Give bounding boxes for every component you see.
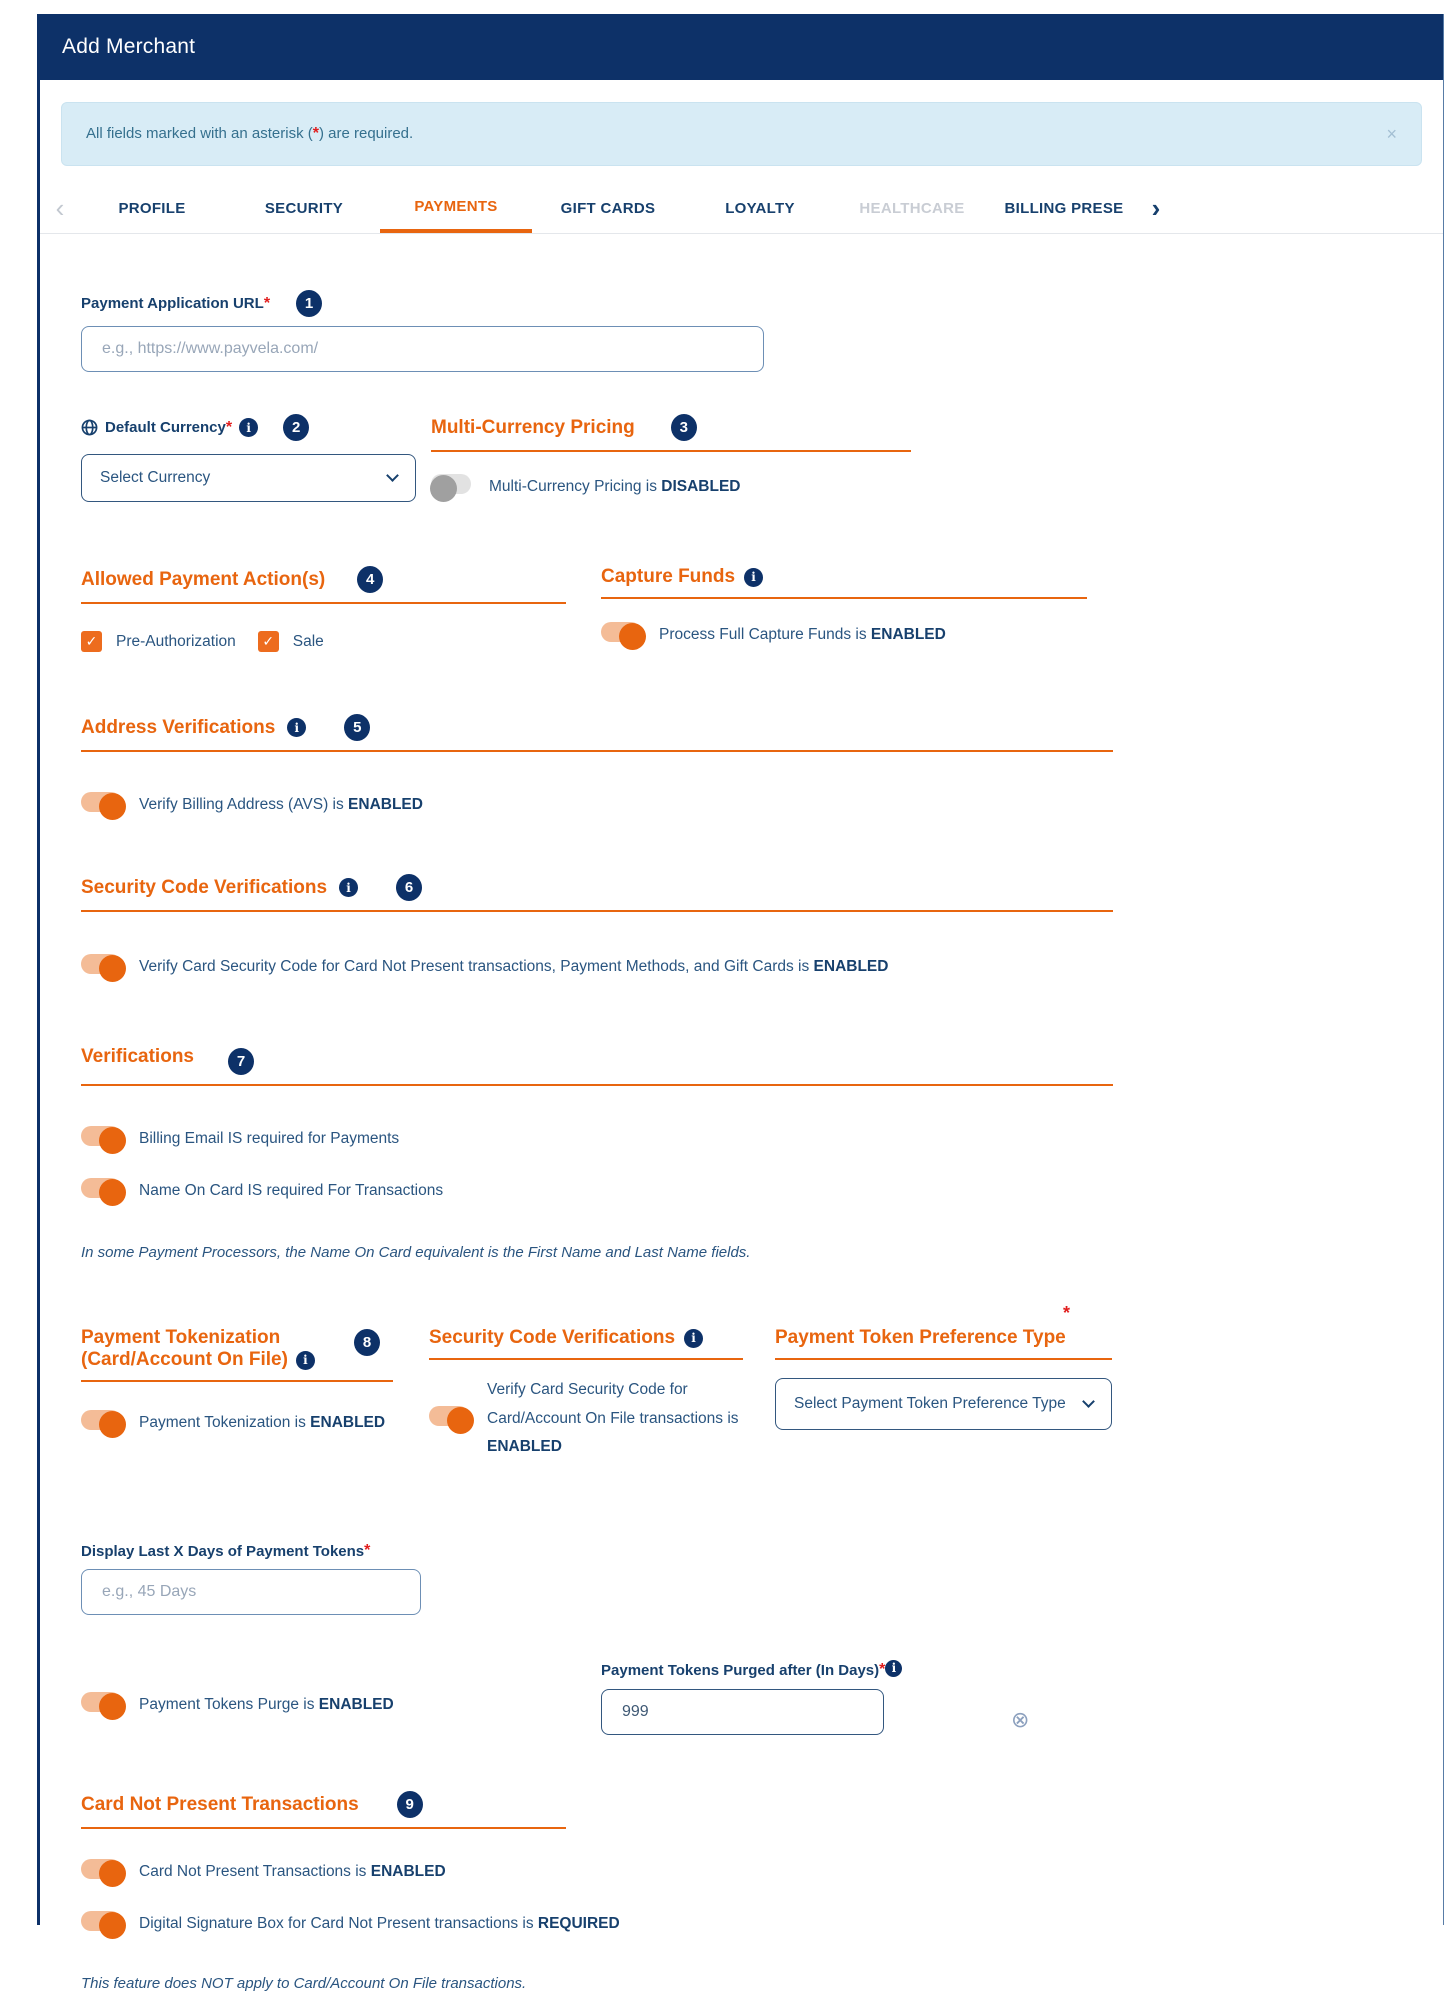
step-badge-7: 7 xyxy=(228,1048,254,1075)
name-on-card-toggle-row xyxy=(81,1176,1115,1206)
info-icon[interactable]: i xyxy=(744,568,763,587)
capture-funds-heading-row xyxy=(601,566,1088,588)
toggle-knob xyxy=(99,1411,126,1438)
page-title: Add Merchant xyxy=(62,35,196,58)
toggle-knob xyxy=(447,1407,474,1434)
chevron-left-icon[interactable]: ‹ xyxy=(55,193,65,223)
cnp-toggle[interactable] xyxy=(81,1857,125,1887)
tab-gift-cards[interactable]: GIFT CARDS xyxy=(560,200,656,217)
required-asterisk: * xyxy=(263,294,271,312)
multi-currency-status: Multi-Currency Pricing is DISABLED xyxy=(489,478,741,495)
asterisk-mark: * xyxy=(312,125,319,142)
display-last-days-label: Display Last X Days of Payment Tokens * xyxy=(81,1542,371,1560)
panel-header xyxy=(40,14,1443,80)
billing-email-toggle[interactable] xyxy=(81,1124,125,1154)
multi-currency-heading-row xyxy=(431,414,913,441)
verifications-note: In some Payment Processors, the Name On Card equivalent is the First Name and Last Name fields. xyxy=(81,1244,751,1261)
tokens-purge-row xyxy=(81,1661,1115,1735)
toggle-knob xyxy=(99,1179,126,1206)
address-verifications-section xyxy=(81,714,1115,820)
info-icon[interactable]: i xyxy=(296,1351,315,1370)
token-preference-block xyxy=(775,1303,1112,1462)
info-icon[interactable]: i xyxy=(684,1329,703,1348)
payment-actions-checkboxes xyxy=(81,631,566,652)
verifications-section xyxy=(81,1038,1115,1261)
info-icon[interactable]: i xyxy=(885,1660,902,1677)
section-divider xyxy=(775,1358,1112,1360)
payment-application-url-input[interactable] xyxy=(81,326,764,372)
allowed-actions-block xyxy=(81,566,566,652)
cof-security-code-block xyxy=(429,1327,743,1462)
currency-row xyxy=(81,414,1115,502)
default-currency-block xyxy=(81,414,431,502)
section-divider xyxy=(601,597,1087,599)
tab-loyalty[interactable]: LOYALTY xyxy=(725,200,795,217)
tokenization-toggle-row xyxy=(81,1408,393,1438)
token-preference-select[interactable]: Select Payment Token Preference Type xyxy=(775,1378,1112,1430)
required-asterisk: * xyxy=(879,1661,886,1679)
toggle-knob xyxy=(99,793,126,820)
tab-bar xyxy=(40,184,1443,234)
tab-healthcare: HEALTHCARE xyxy=(859,200,965,217)
toggle-knob xyxy=(619,623,646,650)
digital-signature-toggle-row xyxy=(81,1909,1115,1939)
tokens-purge-toggle[interactable] xyxy=(81,1690,125,1720)
cof-security-toggle[interactable] xyxy=(429,1404,473,1434)
info-icon[interactable]: i xyxy=(339,878,358,897)
step-badge-2: 2 xyxy=(283,414,309,441)
toggle-knob xyxy=(99,1912,126,1939)
billing-email-toggle-row xyxy=(81,1124,1115,1154)
section-divider xyxy=(429,1358,743,1360)
multi-currency-toggle[interactable] xyxy=(431,472,475,502)
display-last-days-block xyxy=(81,1542,1115,1615)
clear-circle-icon[interactable]: ⊗ xyxy=(1011,1707,1030,1733)
capture-funds-toggle-row xyxy=(601,620,1088,650)
security-code-section xyxy=(81,874,1115,982)
required-asterisk: * xyxy=(225,418,233,436)
sale-checkbox[interactable] xyxy=(258,631,279,652)
multi-currency-heading: Multi-Currency Pricing xyxy=(431,416,635,438)
verifications-heading: Verifications xyxy=(81,1045,194,1067)
purged-after-input[interactable] xyxy=(601,1689,884,1735)
payment-tokenization-heading: Payment Tokenization (Card/Account On File) i xyxy=(81,1327,393,1371)
tokens-purge-status: Payment Tokens Purge is ENABLED xyxy=(139,1696,394,1714)
capture-funds-status: Process Full Capture Funds is ENABLED xyxy=(659,626,946,643)
multi-currency-block xyxy=(431,414,913,502)
verifications-heading-row xyxy=(81,1038,1115,1075)
step-badge-8: 8 xyxy=(354,1329,380,1356)
cnp-status: Card Not Present Transactions is ENABLED xyxy=(139,1863,446,1881)
cnp-toggle-row xyxy=(81,1857,1115,1887)
step-badge-6: 6 xyxy=(396,874,422,901)
payments-form xyxy=(40,234,1115,1992)
security-code-heading-row xyxy=(81,874,1115,901)
sale-label: Sale xyxy=(292,632,324,650)
digital-signature-toggle[interactable] xyxy=(81,1909,125,1939)
cnp-heading-row xyxy=(81,1791,1115,1818)
tab-profile[interactable]: PROFILE xyxy=(118,200,186,217)
section-divider xyxy=(81,910,1113,912)
digital-signature-status: Digital Signature Box for Card Not Present transactions is REQUIRED xyxy=(139,1915,620,1933)
alert-text: All fields marked with an asterisk (*) are required. xyxy=(86,125,414,142)
section-divider xyxy=(81,1084,1113,1086)
address-verifications-heading: Address Verifications xyxy=(81,716,276,738)
purged-after-label: Payment Tokens Purged after (In Days) * i xyxy=(601,1661,1113,1679)
allowed-actions-heading-row xyxy=(81,566,566,593)
add-merchant-panel xyxy=(37,14,1444,1992)
toggle-knob xyxy=(430,475,457,502)
check-icon: ✓ xyxy=(262,633,275,649)
section-divider xyxy=(431,450,911,452)
default-currency-select[interactable]: Select Currency xyxy=(81,454,416,502)
required-asterisk: * xyxy=(1062,1303,1070,1323)
required-fields-alert xyxy=(61,102,1422,166)
tokenization-toggle[interactable] xyxy=(81,1408,125,1438)
tokenization-row xyxy=(81,1303,1115,1462)
cnp-note: This feature does NOT apply to Card/Account On File transactions. xyxy=(81,1975,527,1992)
payment-tokenization-block xyxy=(81,1327,393,1462)
cof-security-heading: Security Code Verifications xyxy=(429,1327,676,1348)
tokens-purge-toggle-row xyxy=(81,1675,601,1735)
payment-application-url-label: Payment Application URL * 1 xyxy=(81,290,1115,317)
pre-authorization-label: Pre-Authorization xyxy=(116,632,236,650)
address-verifications-heading-row xyxy=(81,714,1115,741)
required-asterisk: * xyxy=(364,1542,371,1560)
chevron-right-icon[interactable]: › xyxy=(1151,193,1161,223)
chevron-down-icon xyxy=(386,469,399,482)
name-on-card-status: Name On Card IS required For Transactions xyxy=(139,1182,444,1199)
default-currency-label: Default Currency * i 2 xyxy=(81,414,431,441)
step-badge-9: 9 xyxy=(397,1791,423,1818)
toggle-knob xyxy=(99,1693,126,1720)
tokenization-status: Payment Tokenization is ENABLED xyxy=(139,1414,386,1431)
avs-toggle-row xyxy=(81,790,1115,820)
capture-funds-block xyxy=(601,566,1088,652)
avs-toggle[interactable] xyxy=(81,790,125,820)
cnp-heading: Card Not Present Transactions xyxy=(81,1793,359,1815)
tab-security[interactable]: SECURITY xyxy=(264,200,344,217)
name-on-card-toggle[interactable] xyxy=(81,1176,125,1206)
card-not-present-section xyxy=(81,1791,1115,1992)
cvv-toggle[interactable] xyxy=(81,952,125,982)
tab-billing-presentment[interactable]: BILLING PRESE xyxy=(1004,200,1124,217)
cvv-toggle-row xyxy=(81,952,1115,982)
section-divider xyxy=(81,750,1113,752)
multi-currency-toggle-row xyxy=(431,472,913,502)
step-badge-5: 5 xyxy=(344,714,370,741)
step-badge-4: 4 xyxy=(357,566,383,593)
section-divider xyxy=(81,1380,393,1382)
section-divider xyxy=(81,1827,566,1829)
tab-payments[interactable]: PAYMENTS xyxy=(380,184,532,233)
section-divider xyxy=(81,602,566,604)
info-icon[interactable]: i xyxy=(287,718,306,737)
close-icon[interactable]: × xyxy=(1386,123,1397,144)
pre-authorization-checkbox[interactable] xyxy=(81,631,102,652)
cof-toggle-row xyxy=(429,1376,743,1462)
cof-security-status: Verify Card Security Code for Card/Account On File transactions is ENABLED xyxy=(487,1381,739,1456)
security-code-heading: Security Code Verifications xyxy=(81,876,328,898)
token-preference-heading: Payment Token Preference Type xyxy=(775,1327,1066,1348)
actions-capture-row xyxy=(81,566,1115,652)
capture-funds-toggle[interactable] xyxy=(601,620,645,650)
billing-email-status: Billing Email IS required for Payments xyxy=(139,1130,400,1147)
toggle-knob xyxy=(99,955,126,982)
allowed-actions-heading: Allowed Payment Action(s) xyxy=(81,568,326,590)
check-icon: ✓ xyxy=(85,633,98,649)
cof-security-heading-row xyxy=(429,1327,743,1349)
chevron-down-icon xyxy=(1082,1395,1095,1408)
globe-icon xyxy=(81,419,98,436)
toggle-knob xyxy=(99,1127,126,1154)
step-badge-1: 1 xyxy=(296,290,322,317)
cvv-status: Verify Card Security Code for Card Not Present transactions, Payment Methods, and Gift Cards is ENABLED xyxy=(139,958,889,975)
step-badge-3: 3 xyxy=(671,414,697,441)
purged-after-block xyxy=(601,1661,1113,1735)
display-last-days-input[interactable] xyxy=(81,1569,421,1615)
capture-funds-heading: Capture Funds xyxy=(601,566,736,587)
avs-status: Verify Billing Address (AVS) is ENABLED xyxy=(139,796,423,813)
info-icon[interactable]: i xyxy=(239,418,258,437)
toggle-knob xyxy=(99,1860,126,1887)
